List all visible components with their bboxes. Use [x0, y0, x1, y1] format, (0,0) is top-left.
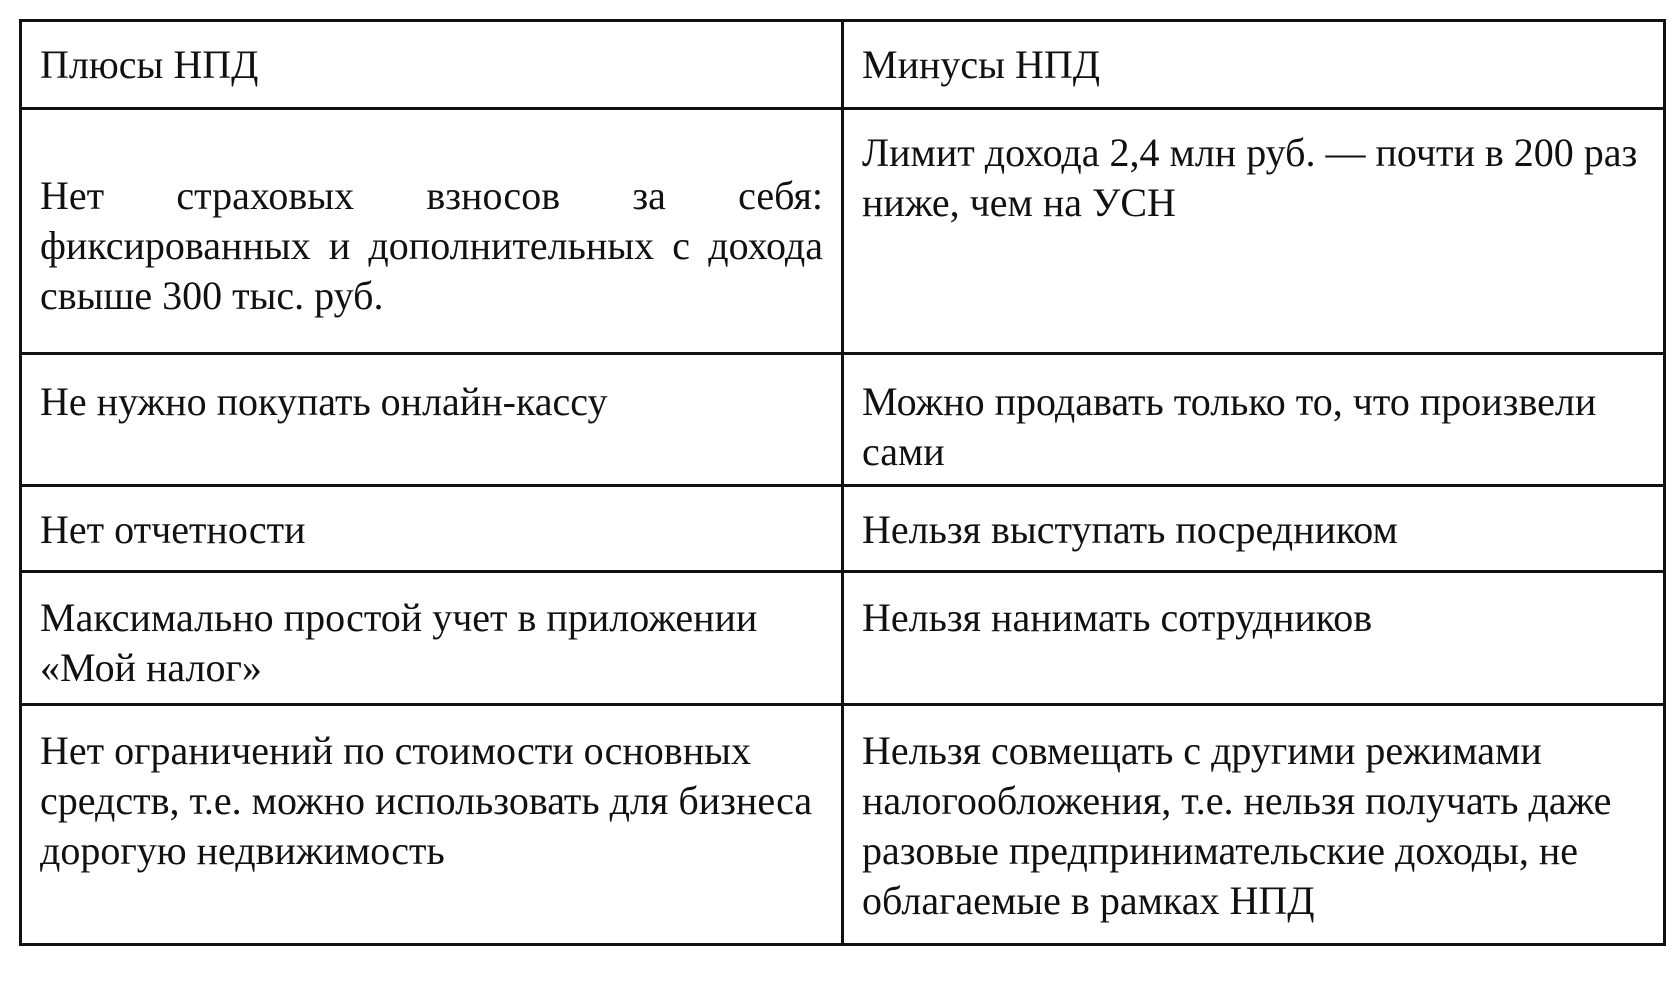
table-cell-pros	[21, 486, 843, 572]
header-cell-cons	[843, 21, 1665, 109]
cons-text: Нельзя выступать посредником	[862, 507, 1398, 552]
cons-text: Нельзя совмещать с другими режимами налогообложения, т.е. нельзя получать даже разовые предпринимательские доходы, не облагаемые в рамках НПД	[862, 728, 1612, 923]
table-cell-pros	[21, 109, 843, 354]
pros-text: Нет ограничений по стоимости основных средств, т.е. можно использовать для бизнеса дорогую недвижимость	[40, 728, 813, 873]
pros-text: Не нужно покупать онлайн-кассу	[40, 379, 608, 424]
pros-cons-table	[19, 19, 1666, 946]
table-cell-pros	[21, 705, 843, 945]
table-row	[21, 354, 1665, 486]
header-cons-label: Минусы НПД	[862, 41, 1101, 87]
table-cell-cons	[843, 572, 1665, 705]
table-header-row	[21, 21, 1665, 109]
table-row	[21, 705, 1665, 945]
cons-text: Можно продавать только то, что произвели сами	[862, 379, 1597, 474]
table-cell-pros	[21, 354, 843, 486]
table-cell-cons	[843, 354, 1665, 486]
pros-text: Нет страховых взносов за себя: фиксированных и дополнительных с дохода свыше 300 тыс. руб.	[40, 173, 823, 318]
table-cell-cons	[843, 109, 1665, 354]
table-row	[21, 486, 1665, 572]
table-cell-cons	[843, 705, 1665, 945]
pros-text: Максимально простой учет в приложении «Мой налог»	[40, 595, 758, 690]
header-cell-pros	[21, 21, 843, 109]
table-row	[21, 109, 1665, 354]
pros-text: Нет отчетности	[40, 507, 306, 552]
header-pros-label: Плюсы НПД	[40, 41, 259, 87]
cons-text: Нельзя нанимать сотрудников	[862, 595, 1373, 640]
table-cell-cons	[843, 486, 1665, 572]
cons-text: Лимит дохода 2,4 млн руб. — почти в 200 раз ниже, чем на УСН	[862, 130, 1638, 225]
table-cell-pros	[21, 572, 843, 705]
table-row	[21, 572, 1665, 705]
